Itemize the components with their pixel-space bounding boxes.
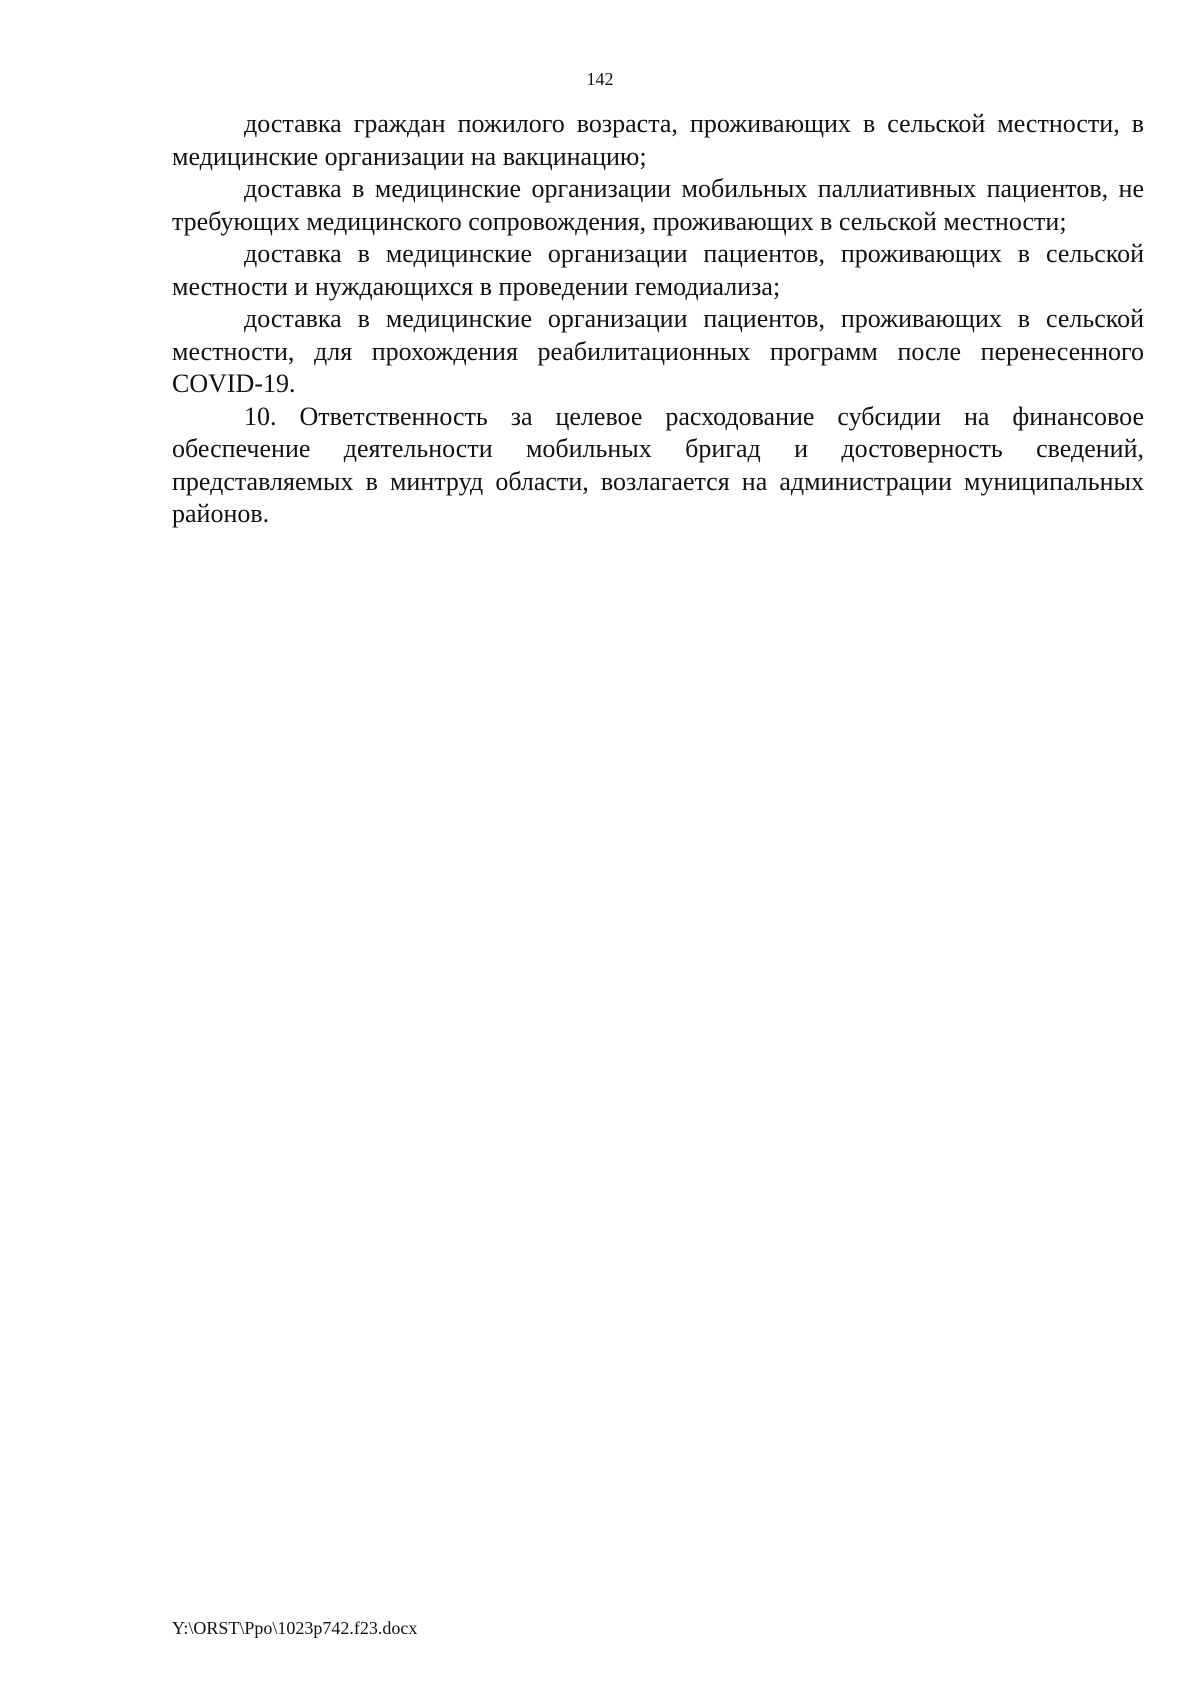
document-body bbox=[172, 108, 1144, 531]
footer-file-path: Y:\ORST\Ppo\1023p742.f23.docx bbox=[172, 1618, 418, 1638]
paragraph-palliative-delivery: доставка в медицинские организации мобильных паллиативных пациентов, не требующих медицинского сопровождения, проживающих в сельской местности; bbox=[172, 174, 1144, 236]
paragraph-hemodialysis-delivery: доставка в медицинские организации пациентов, проживающих в сельской местности и нуждающихся в проведении гемодиализа; bbox=[172, 239, 1144, 301]
paragraph-rehabilitation-delivery: доставка в медицинские организации пациентов, проживающих в сельской местности, для прохождения реабилитационных программ после перенесенного COVID-19. bbox=[172, 304, 1144, 398]
paragraph-vaccination-delivery: доставка граждан пожилого возраста, проживающих в сельской местности, в медицинские организации на вакцинацию; bbox=[172, 109, 1144, 171]
page-number: 142 bbox=[586, 69, 614, 89]
paragraph-responsibility-clause: 10. Ответственность за целевое расходование субсидии на финансовое обеспечение деятельности мобильных бригад и достоверность сведений, представляемых в минтруд области, возлагается на администрации муниципальных районов. bbox=[172, 401, 1144, 528]
